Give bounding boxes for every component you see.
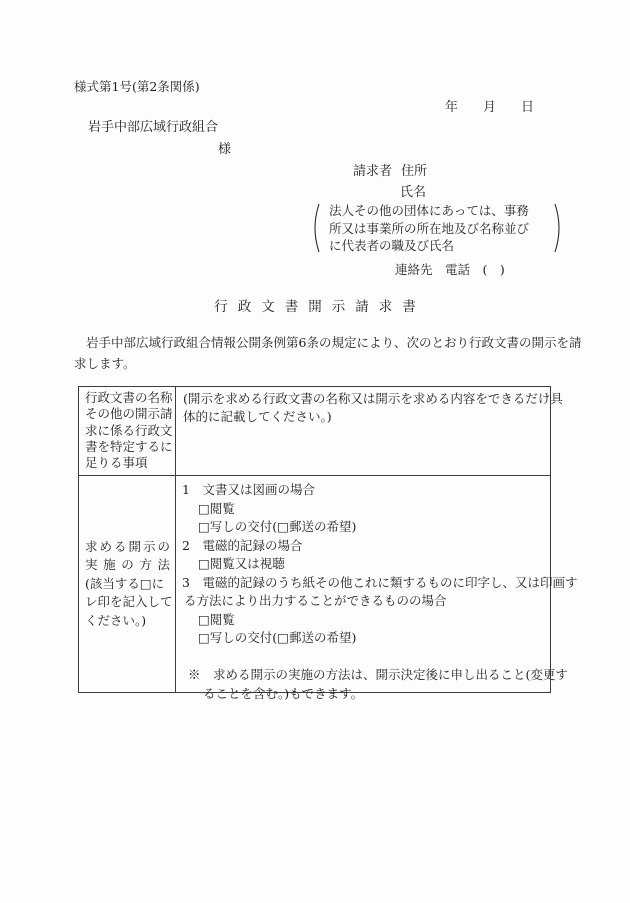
row1-header-line: その他の開示請: [85, 406, 173, 422]
table-row-disclosure-method: [79, 475, 578, 701]
item-2-electronic-records-label: 2 電磁的記録の場合: [182, 537, 303, 553]
note-method-change-line1: ※ 求める開示の実施の方法は、開示決定後に申し出ること(変更す: [188, 667, 568, 682]
checkbox-option-view-or-listen[interactable]: □閲覧又は視聴: [198, 556, 285, 571]
table-row-document-name: [79, 387, 563, 475]
item-3-printable-records-label: 3 電磁的記録のうち紙その他これに類するものに印字し、又は印画す: [182, 574, 578, 590]
corporate-note-line: 所又は事業所の所在地及び名称並び: [329, 220, 530, 236]
year-label: 年: [445, 100, 459, 115]
row1-header-line: 書を特定するに: [85, 438, 173, 454]
row1-header-line: 行政文書の名称: [85, 390, 173, 405]
corporate-note-line: に代表者の職及び氏名: [329, 238, 455, 253]
row2-header-line: 実施の方法: [85, 557, 170, 573]
spacer-line: [176, 648, 577, 667]
date-line: [445, 99, 534, 117]
intro-paragraph-line1: 岩手中部広域行政組合情報公開条例第6条の規定により、次のとおり行政文書の開示を請: [86, 335, 582, 350]
large-paren-right-icon: [552, 202, 566, 254]
disclosure-method-options-cell: [176, 476, 581, 701]
requester-line: [353, 163, 427, 181]
month-label: 月: [483, 100, 497, 115]
row1-header-cell: [79, 387, 176, 475]
requester-label: 請求者: [353, 164, 393, 179]
note-method-change-line2: ることを含む。)もできます。: [203, 685, 364, 701]
name-label: 氏名: [400, 185, 427, 200]
item-1-documents-label: 1 文書又は図画の場合: [182, 482, 315, 497]
large-paren-left-icon: [308, 202, 322, 254]
request-details-table: [78, 386, 578, 701]
corporate-note: [329, 202, 529, 255]
row2-header-line: 求める開示の: [85, 538, 170, 554]
intro-paragraph-line2: 求します。: [74, 356, 136, 371]
document-name-entry-area[interactable]: [176, 387, 569, 475]
address-label: 住所: [401, 164, 428, 179]
document-name-instruction-line: 体的に記載してください。): [183, 409, 332, 424]
row1-header-line: 足りる事項: [85, 455, 148, 471]
checkbox-option-copy-printable[interactable]: □写しの交付(□郵送の希望): [198, 630, 357, 645]
addressee-name: 岩手中部広域行政組合: [88, 120, 219, 135]
form-number: 様式第1号(第2条関係): [74, 79, 200, 94]
row2-header-line: レ印を記入して: [85, 594, 173, 610]
page-title: 行政文書開示請求書: [214, 299, 426, 315]
addressee-honorific: 様: [218, 142, 232, 157]
row2-header-cell: [79, 476, 176, 692]
document-name-instruction-line: (開示を求める行政文書の名称又は開示を求める内容をできるだけ具: [183, 391, 563, 406]
row1-header-line: 求に係る行政文: [85, 422, 173, 438]
day-label: 日: [521, 100, 535, 115]
checkbox-option-view-documents[interactable]: □閲覧: [198, 500, 235, 516]
row2-header-line: (該当する□に: [85, 575, 165, 591]
item-3-printable-records-label-wrap: る方法により出力することができるものの場合: [184, 593, 447, 608]
contact-phone-label: 連絡先 電話 ( ): [395, 262, 505, 277]
checkbox-option-view-printable[interactable]: □閲覧: [198, 611, 235, 627]
row2-header-line: ください。): [85, 612, 147, 628]
corporate-note-line: 法人その他の団体にあっては、事務: [329, 203, 529, 218]
checkbox-option-copy-documents[interactable]: □写しの交付(□郵送の希望): [198, 519, 357, 534]
